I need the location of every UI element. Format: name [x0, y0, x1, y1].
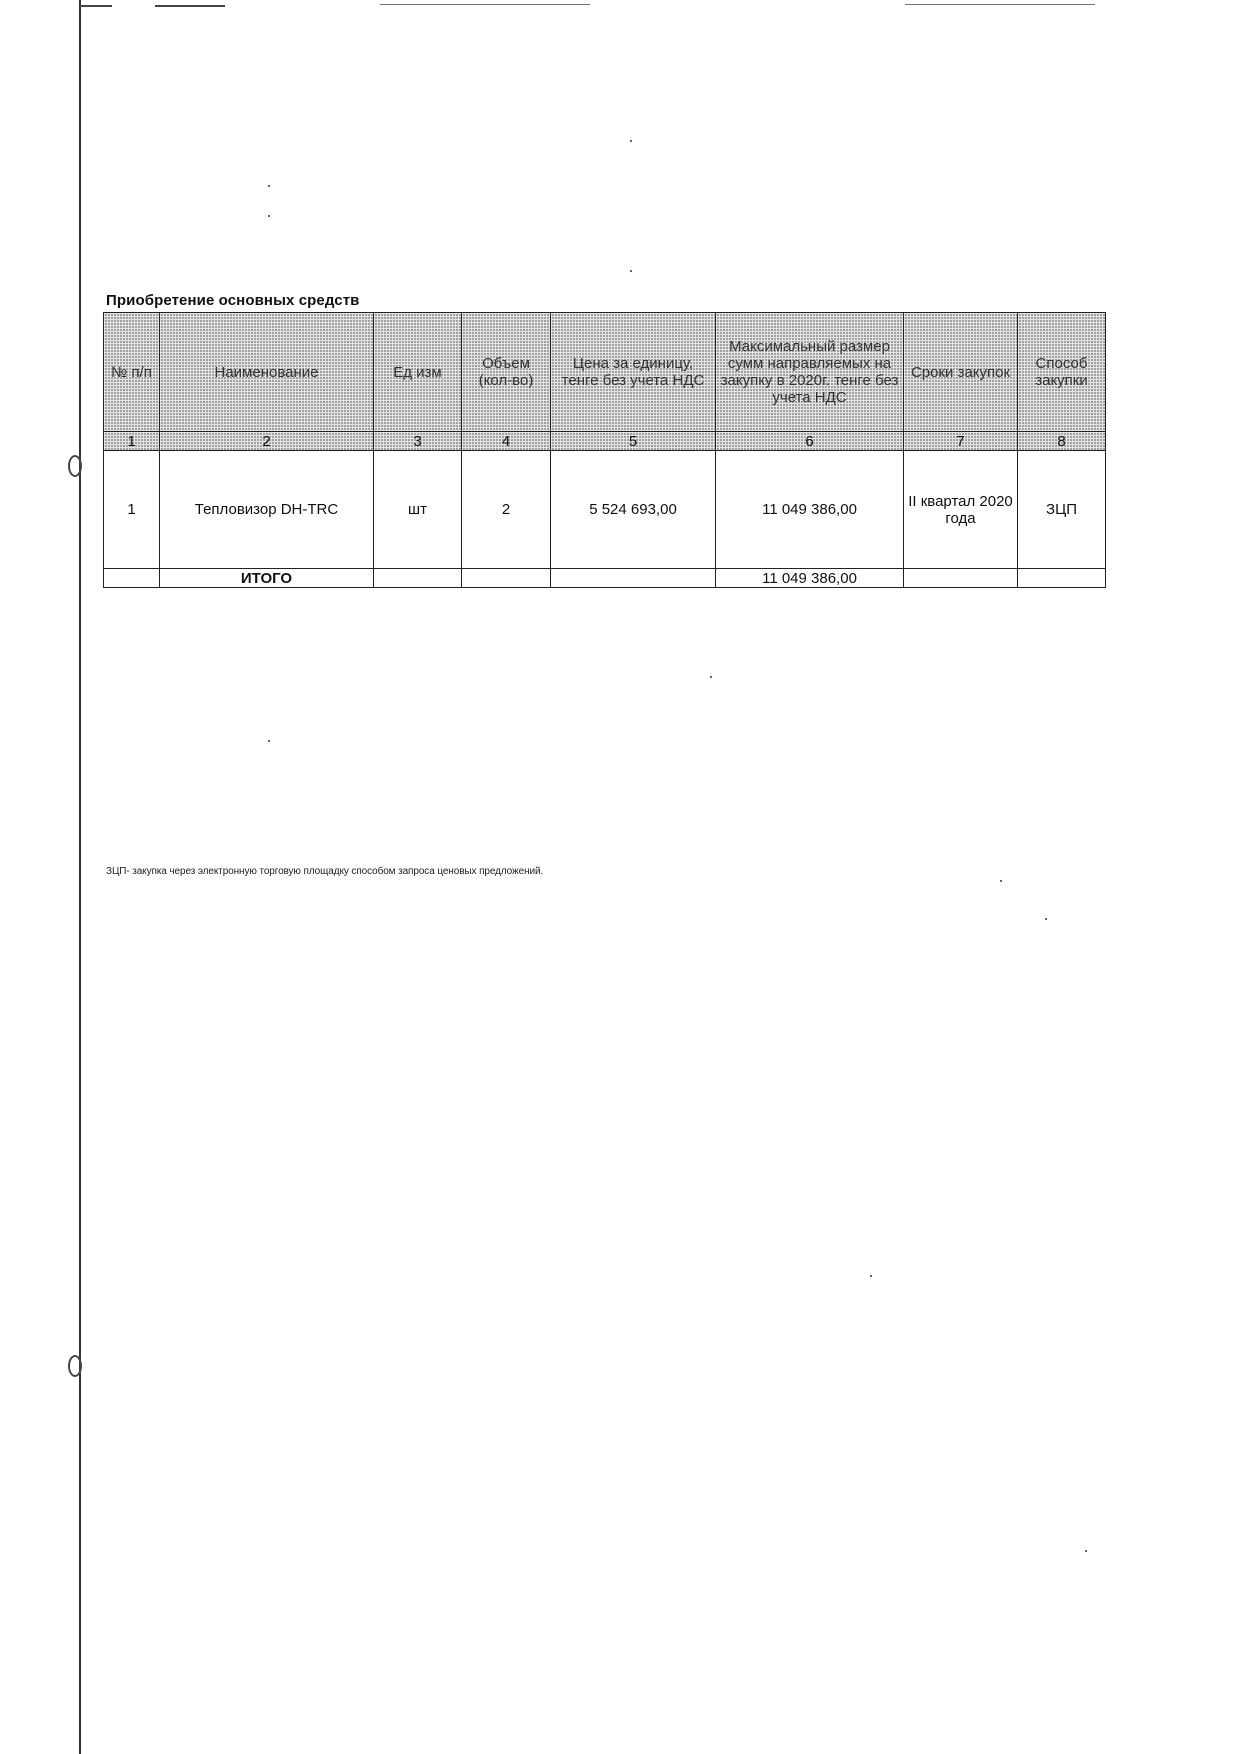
- column-number: 1: [104, 432, 160, 451]
- header-cell: Цена за единицу, тенге без учета НДС: [551, 313, 716, 432]
- section-title: Приобретение основных средств: [106, 292, 360, 309]
- item-period: II квартал 2020 года: [904, 451, 1018, 569]
- header-cell: № п/п: [104, 313, 160, 432]
- total-cell-empty: [104, 569, 160, 588]
- scan-speck: [710, 676, 712, 678]
- binder-hole-mark: [68, 1355, 82, 1377]
- scan-edge-top: [155, 5, 225, 7]
- scan-speck: [1000, 880, 1002, 882]
- footnote: ЗЦП- закупка через электронную торговую площадку способом запроса ценовых предложений.: [106, 866, 544, 877]
- total-cell-empty: [551, 569, 716, 588]
- header-cell: Ед изм: [374, 313, 462, 432]
- header-cell: Максимальный размер сумм направляемых на закупку в 2020г. тенге без учета НДС: [716, 313, 904, 432]
- scan-speck: [630, 270, 632, 272]
- column-number: 2: [160, 432, 374, 451]
- header-cell: Способ закупки: [1018, 313, 1106, 432]
- item-method: ЗЦП: [1018, 451, 1106, 569]
- scan-edge-top: [905, 4, 1095, 5]
- table-row: [104, 451, 1106, 569]
- header-cell: Наименование: [160, 313, 374, 432]
- scan-speck: [1045, 918, 1047, 920]
- column-number: 5: [551, 432, 716, 451]
- item-name: Тепловизор DH-TRC: [160, 451, 374, 569]
- scan-edge-top: [80, 5, 112, 7]
- scan-speck: [870, 1275, 872, 1277]
- scan-speck: [630, 140, 632, 142]
- column-number: 3: [374, 432, 462, 451]
- scan-speck: [1085, 1550, 1087, 1552]
- procurement-table: [103, 312, 1106, 588]
- header-cell: Объем (кол-во): [462, 313, 551, 432]
- table-header-row: [104, 313, 1106, 432]
- column-number: 8: [1018, 432, 1106, 451]
- total-cell-empty: [904, 569, 1018, 588]
- scan-edge-top: [380, 4, 590, 5]
- column-number: 6: [716, 432, 904, 451]
- scan-speck: [268, 215, 270, 217]
- total-cell-empty: [462, 569, 551, 588]
- item-unit-price: 5 524 693,00: [551, 451, 716, 569]
- total-cell-empty: [1018, 569, 1106, 588]
- total-row: [104, 569, 1106, 588]
- total-label: ИТОГО: [160, 569, 374, 588]
- row-number: 1: [104, 451, 160, 569]
- total-amount: 11 049 386,00: [716, 569, 904, 588]
- total-cell-empty: [374, 569, 462, 588]
- item-quantity: 2: [462, 451, 551, 569]
- column-number: 4: [462, 432, 551, 451]
- column-number: 7: [904, 432, 1018, 451]
- item-max-amount: 11 049 386,00: [716, 451, 904, 569]
- item-unit: шт: [374, 451, 462, 569]
- column-number-row: [104, 432, 1106, 451]
- scan-speck: [268, 185, 270, 187]
- binder-hole-mark: [68, 455, 82, 477]
- scan-speck: [268, 740, 270, 742]
- header-cell: Сроки закупок: [904, 313, 1018, 432]
- scan-edge-left: [79, 0, 81, 1754]
